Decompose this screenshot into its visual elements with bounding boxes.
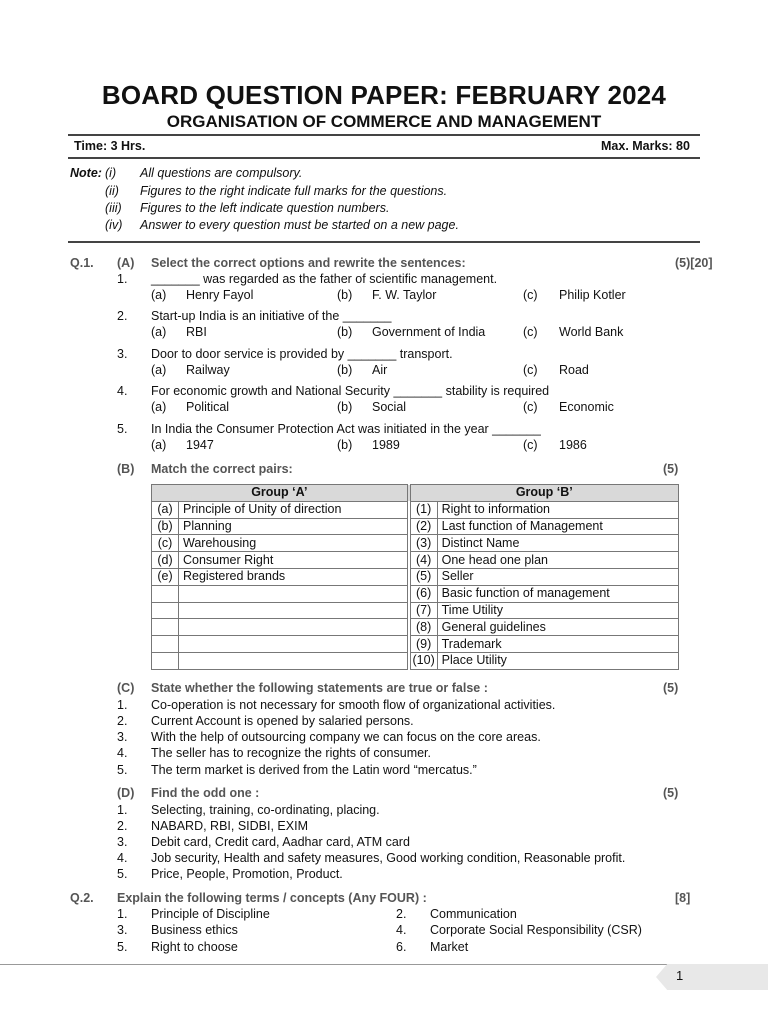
table-row xyxy=(152,602,679,619)
odd-one-item: Job security, Health and safety measures, Good working condition, Reasonable profit. xyxy=(151,851,626,865)
term: Market xyxy=(430,940,469,954)
option-a: Railway xyxy=(186,363,230,377)
question-number: Q.1. xyxy=(70,256,94,270)
section-label: (D) xyxy=(117,786,135,800)
mcq-number: 4. xyxy=(117,384,128,398)
option-c: Philip Kotler xyxy=(559,288,626,302)
option-c: World Bank xyxy=(559,325,624,339)
option-label: (b) xyxy=(337,400,353,414)
group-b-item: Basic function of management xyxy=(437,585,678,602)
group-b-key: (6) xyxy=(409,585,438,602)
option-label: (c) xyxy=(523,400,538,414)
group-b-key: (9) xyxy=(409,636,438,653)
table-row xyxy=(152,501,679,518)
question-number: Q.2. xyxy=(70,891,94,905)
divider xyxy=(68,157,700,159)
section-heading: State whether the following statements are true or false : xyxy=(151,681,488,695)
option-label: (a) xyxy=(151,400,167,414)
section-marks: (5) xyxy=(663,462,679,476)
group-a-key: (a) xyxy=(152,501,179,518)
mcq-number: 2. xyxy=(117,309,128,323)
option-label: (c) xyxy=(523,438,538,452)
page-number-tab xyxy=(656,964,768,990)
note-text: Figures to the right indicate full marks for the questions. xyxy=(140,184,448,198)
option-b: 1989 xyxy=(372,438,400,452)
table-header-row xyxy=(152,485,679,502)
group-a-key: (d) xyxy=(152,552,179,569)
item-number: 2. xyxy=(396,907,407,921)
item-number: 5. xyxy=(117,763,128,777)
group-b-key: (3) xyxy=(409,535,438,552)
group-b-item: Distinct Name xyxy=(437,535,678,552)
paper-title: BOARD QUESTION PAPER: FEBRUARY 2024 xyxy=(101,80,667,110)
group-a-key: (e) xyxy=(152,568,179,585)
item-number: 1. xyxy=(117,698,128,712)
section-marks: (5)[20] xyxy=(675,256,713,270)
table-row xyxy=(152,535,679,552)
section-label: (A) xyxy=(117,256,135,270)
group-b-key: (5) xyxy=(409,568,438,585)
note-text: Figures to the left indicate question numbers. xyxy=(140,201,390,215)
table-row xyxy=(152,652,679,669)
group-a-item xyxy=(179,652,409,669)
item-number: 4. xyxy=(117,851,128,865)
statement: Co-operation is not necessary for smooth flow of organizational activities. xyxy=(151,698,556,712)
table-row xyxy=(152,619,679,636)
match-table xyxy=(151,484,679,670)
odd-one-item: NABARD, RBI, SIDBI, EXIM xyxy=(151,819,308,833)
section-marks: (5) xyxy=(663,786,679,800)
option-a: Henry Fayol xyxy=(186,288,254,302)
divider xyxy=(68,134,700,136)
mcq-text: Start-up India is an initiative of the _______ xyxy=(151,309,392,323)
item-number: 4. xyxy=(396,923,407,937)
note-text: All questions are compulsory. xyxy=(140,166,303,180)
group-b-item: Time Utility xyxy=(437,602,678,619)
option-label: (a) xyxy=(151,363,167,377)
group-a-item xyxy=(179,619,409,636)
option-label: (b) xyxy=(337,325,353,339)
group-a-key xyxy=(152,585,179,602)
section-heading: Explain the following terms / concepts (Any FOUR) : xyxy=(117,891,427,905)
item-number: 3. xyxy=(117,923,128,937)
section-label: (B) xyxy=(117,462,135,476)
mcq-text: _______ was regarded as the father of scientific management. xyxy=(151,272,498,286)
group-a-item xyxy=(179,585,409,602)
term: Corporate Social Responsibility (CSR) xyxy=(430,923,642,937)
paper-subtitle: ORGANISATION OF COMMERCE AND MANAGEMENT xyxy=(166,112,602,131)
group-a-header: Group ‘A’ xyxy=(152,485,409,502)
option-c: 1986 xyxy=(559,438,587,452)
divider xyxy=(68,241,700,243)
item-number: 1. xyxy=(117,803,128,817)
option-b: F. W. Taylor xyxy=(372,288,437,302)
mcq-number: 1. xyxy=(117,272,128,286)
group-a-item: Principle of Unity of direction xyxy=(179,501,409,518)
table-row xyxy=(152,636,679,653)
option-a: RBI xyxy=(186,325,207,339)
group-b-item: Right to information xyxy=(437,501,678,518)
time-label: Time: 3 Hrs. xyxy=(74,139,146,153)
option-label: (b) xyxy=(337,363,353,377)
mcq-text: In India the Consumer Protection Act was initiated in the year _______ xyxy=(151,422,541,436)
option-b: Social xyxy=(372,400,407,414)
term: Communication xyxy=(430,907,517,921)
mcq-number: 5. xyxy=(117,422,128,436)
group-b-key: (10) xyxy=(409,652,438,669)
group-a-item: Consumer Right xyxy=(179,552,409,569)
group-a-key xyxy=(152,619,179,636)
mcq-number: 3. xyxy=(117,347,128,361)
table-row xyxy=(152,568,679,585)
note-num: (i) xyxy=(105,166,117,180)
term: Right to choose xyxy=(151,940,238,954)
table-row xyxy=(152,518,679,535)
item-number: 3. xyxy=(117,730,128,744)
odd-one-item: Debit card, Credit card, Aadhar card, ATM card xyxy=(151,835,410,849)
group-a-item xyxy=(179,602,409,619)
odd-one-item: Price, People, Promotion, Product. xyxy=(151,867,343,881)
group-b-key: (4) xyxy=(409,552,438,569)
group-b-item: One head one plan xyxy=(437,552,678,569)
item-number: 2. xyxy=(117,819,128,833)
option-a: 1947 xyxy=(186,438,214,452)
statement: The seller has to recognize the rights of consumer. xyxy=(151,746,432,760)
option-label: (a) xyxy=(151,325,167,339)
footer-divider xyxy=(0,964,768,965)
group-a-item: Registered brands xyxy=(179,568,409,585)
note-num: (iii) xyxy=(105,201,122,215)
item-number: 5. xyxy=(117,867,128,881)
group-a-item: Warehousing xyxy=(179,535,409,552)
group-a-key: (c) xyxy=(152,535,179,552)
item-number: 6. xyxy=(396,940,407,954)
item-number: 3. xyxy=(117,835,128,849)
option-label: (a) xyxy=(151,288,167,302)
group-b-item: Place Utility xyxy=(437,652,678,669)
group-b-item: General guidelines xyxy=(437,619,678,636)
max-marks-label: Max. Marks: 80 xyxy=(601,139,690,153)
item-number: 2. xyxy=(117,714,128,728)
group-a-key: (b) xyxy=(152,518,179,535)
statement: Current Account is opened by salaried persons. xyxy=(151,714,414,728)
section-label: (C) xyxy=(117,681,135,695)
group-a-key xyxy=(152,636,179,653)
group-b-item: Trademark xyxy=(437,636,678,653)
option-b: Air xyxy=(372,363,388,377)
group-b-key: (7) xyxy=(409,602,438,619)
group-a-key xyxy=(152,602,179,619)
table-row xyxy=(152,585,679,602)
section-heading: Match the correct pairs: xyxy=(151,462,293,476)
table-row xyxy=(152,552,679,569)
group-a-item: Planning xyxy=(179,518,409,535)
statement: With the help of outsourcing company we can focus on the core areas. xyxy=(151,730,541,744)
group-b-item: Seller xyxy=(437,568,678,585)
statement: The term market is derived from the Latin word “mercatus.” xyxy=(151,763,477,777)
mcq-text: Door to door service is provided by _______ transport. xyxy=(151,347,453,361)
option-label: (a) xyxy=(151,438,167,452)
option-c: Economic xyxy=(559,400,614,414)
note-label: Note: xyxy=(70,166,102,180)
term: Business ethics xyxy=(151,923,238,937)
group-b-key: (2) xyxy=(409,518,438,535)
option-c: Road xyxy=(559,363,589,377)
group-a-key xyxy=(152,652,179,669)
term: Principle of Discipline xyxy=(151,907,270,921)
odd-one-item: Selecting, training, co-ordinating, placing. xyxy=(151,803,380,817)
option-label: (b) xyxy=(337,438,353,452)
item-number: 1. xyxy=(117,907,128,921)
note-num: (ii) xyxy=(105,184,119,198)
option-a: Political xyxy=(186,400,230,414)
option-label: (b) xyxy=(337,288,353,302)
section-heading: Select the correct options and rewrite the sentences: xyxy=(151,256,466,270)
group-b-key: (1) xyxy=(409,501,438,518)
group-b-item: Last function of Management xyxy=(437,518,678,535)
item-number: 5. xyxy=(117,940,128,954)
note-text: Answer to every question must be started on a new page. xyxy=(140,218,459,232)
option-label: (c) xyxy=(523,363,538,377)
option-label: (c) xyxy=(523,325,538,339)
section-marks: [8] xyxy=(675,891,691,905)
option-b: Government of India xyxy=(372,325,486,339)
option-label: (c) xyxy=(523,288,538,302)
section-marks: (5) xyxy=(663,681,679,695)
group-b-key: (8) xyxy=(409,619,438,636)
page-number: 1 xyxy=(676,968,684,983)
group-a-item xyxy=(179,636,409,653)
section-heading: Find the odd one : xyxy=(151,786,260,800)
mcq-text: For economic growth and National Security _______ stability is required xyxy=(151,384,550,398)
group-b-header: Group ‘B’ xyxy=(409,485,679,502)
item-number: 4. xyxy=(117,746,128,760)
note-num: (iv) xyxy=(105,218,123,232)
